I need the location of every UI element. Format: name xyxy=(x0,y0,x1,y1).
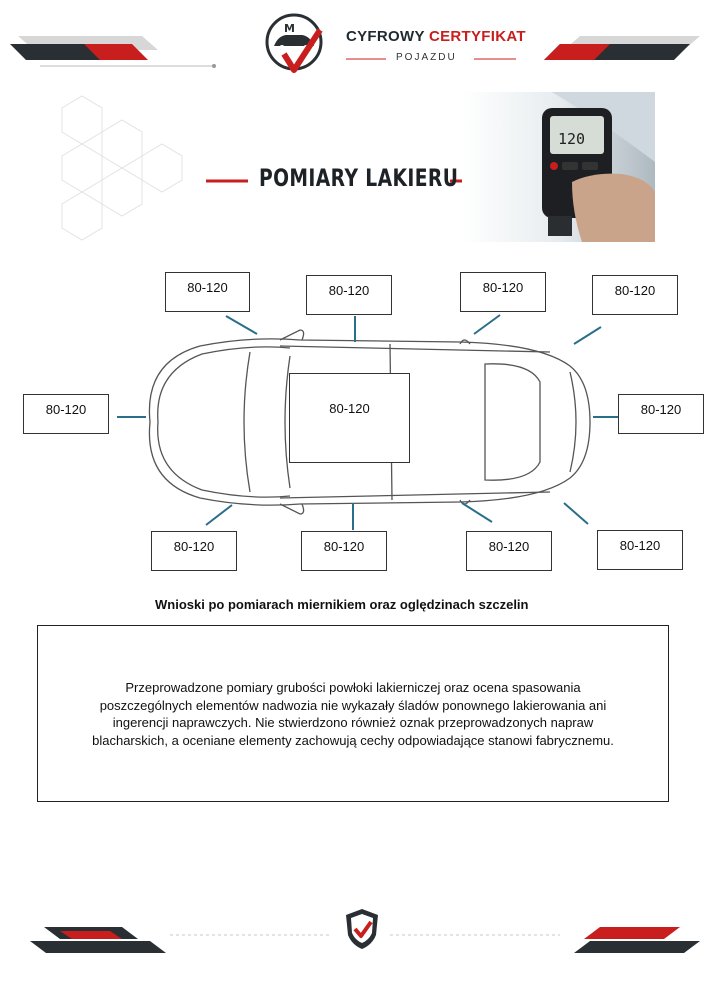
measurement-rear-left-door: 80-120 xyxy=(460,272,546,312)
measurement-front-left-fender: 80-120 xyxy=(165,272,250,312)
measurement-rear-right-fender: 80-120 xyxy=(597,530,683,570)
measurement-rear-left-fender: 80-120 xyxy=(592,275,678,315)
logo-letter: M xyxy=(284,22,295,35)
measurement-roof: 80-120 xyxy=(289,373,410,463)
header-title-part2: CERTYFIKAT xyxy=(428,28,526,45)
measurement-front-right-fender: 80-120 xyxy=(151,531,237,571)
measurement-front-left-door: 80-120 xyxy=(306,275,392,315)
shield-check-icon xyxy=(344,907,380,951)
measurement-hood: 80-120 xyxy=(23,394,109,434)
header-subtitle: POJAZDU xyxy=(396,52,457,63)
conclusions-box xyxy=(37,625,669,802)
conclusions-title: Wnioski po pomiarach miernikiem oraz oględzinach szczelin xyxy=(155,597,529,612)
measurement-front-right-door: 80-120 xyxy=(301,531,387,571)
footer xyxy=(0,905,708,999)
conclusions-text: Przeprowadzone pomiary grubości powłoki lakierniczej oraz ocena spasowania poszczególnych elementów nadwozia nie wykazały śladów ponownego lakierowania ani ingerencji naprawczych. Nie stwierdzono również oznak przeprowadzonych napraw blacharskich, a oceniane elementy zachowują cechy odpowiadające stanowi fabrycznemu. xyxy=(92,680,614,748)
gauge-reading: 120 xyxy=(558,130,586,148)
header-title-part1: CYFROWY xyxy=(346,28,425,45)
measurement-trunk: 80-120 xyxy=(618,394,704,434)
measurement-rear-right-door: 80-120 xyxy=(466,531,552,571)
banner-title: POMIARY LAKIERU xyxy=(259,164,459,192)
